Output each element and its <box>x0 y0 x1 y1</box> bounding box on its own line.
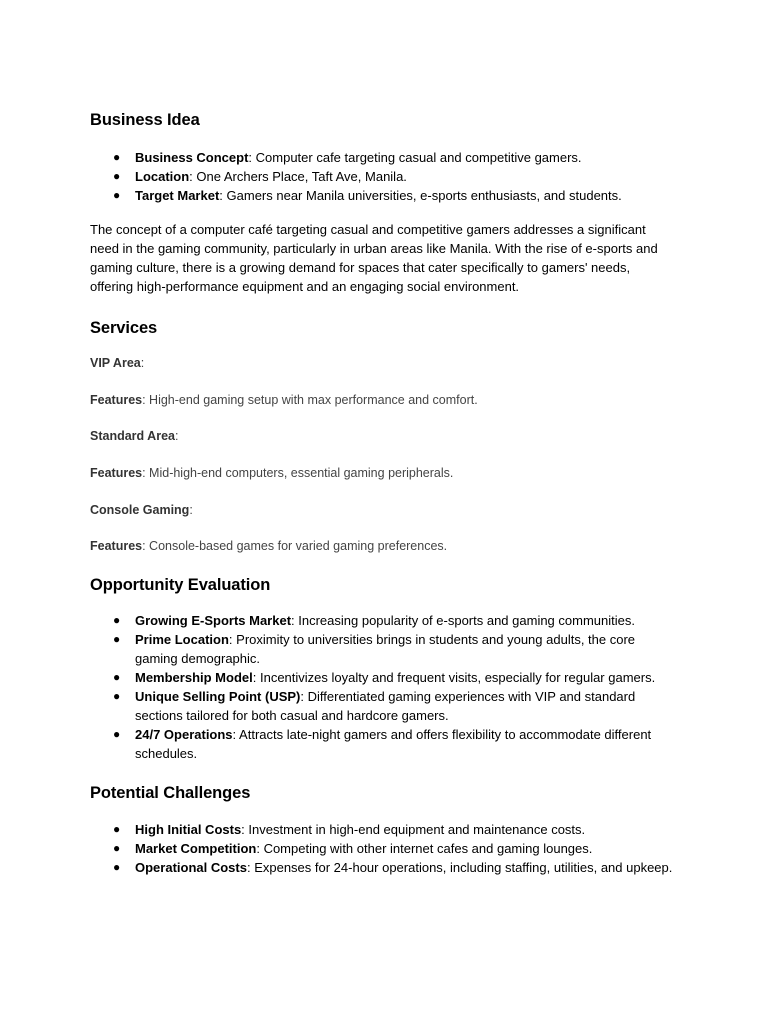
bullet-icon: ● <box>113 632 121 646</box>
list-item <box>90 858 680 877</box>
item-text: : Competing with other internet cafes and gaming lounges. <box>256 841 593 856</box>
list-item <box>90 148 680 167</box>
item-label: High Initial Costs <box>135 822 242 837</box>
item-label: 24/7 Operations <box>135 727 233 742</box>
bullet-icon: ● <box>113 169 121 183</box>
bullet-icon: ● <box>113 860 121 874</box>
document-content <box>90 106 690 877</box>
service-area-label: VIP Area <box>90 356 141 370</box>
item-text: : Gamers near Manila universities, e-sports enthusiasts, and students. <box>219 188 622 203</box>
service-area-name <box>90 501 690 519</box>
item-label: Target Market <box>135 188 220 203</box>
business-idea-paragraph: The concept of a computer café targeting casual and competitive gamers addresses a significant need in the gaming community, particularly in urban areas like Manila. With the rise of e-sports and gaming culture, there is a growing demand for spaces that cater specifically to gamers' needs, offering high-performance equipment and an engaging social environment. <box>90 222 658 294</box>
service-area-label: Standard Area <box>90 429 175 443</box>
features-text: : High-end gaming setup with max performance and comfort. <box>142 393 478 407</box>
item-label: Business Concept <box>135 150 249 165</box>
item-label: Operational Costs <box>135 860 247 875</box>
list-item <box>90 611 680 630</box>
item-label: Growing E-Sports Market <box>135 613 292 628</box>
features-label: Features <box>90 466 143 480</box>
service-area-name <box>90 427 690 445</box>
bullet-icon: ● <box>113 727 121 741</box>
section-heading-business-idea: Business Idea <box>90 111 200 129</box>
list-item <box>90 630 680 668</box>
service-area-suffix: : <box>174 429 179 443</box>
item-text: : Incentivizes loyalty and frequent visits, especially for regular gamers. <box>252 670 656 685</box>
opportunity-list <box>90 611 690 763</box>
list-item <box>90 668 680 687</box>
item-label: Location <box>135 169 190 184</box>
service-area-suffix: : <box>140 356 145 370</box>
item-text: : Attracts late-night gamers and offers flexibility to accommodate different schedules. <box>135 727 652 761</box>
features-label: Features <box>90 393 143 407</box>
features-label: Features <box>90 539 143 553</box>
item-label: Membership Model <box>135 670 253 685</box>
service-area-suffix: : <box>189 503 193 517</box>
item-text: : Differentiated gaming experiences with VIP and standard sections tailored for both casual and hardcore gamers. <box>135 689 636 723</box>
list-item <box>90 687 680 725</box>
service-area-features <box>90 537 690 555</box>
item-text: : Proximity to universities brings in students and young adults, the core gaming demographic. <box>135 632 636 666</box>
bullet-icon: ● <box>113 150 121 164</box>
list-item <box>90 839 680 858</box>
item-text: : Investment in high-end equipment and maintenance costs. <box>241 822 586 837</box>
service-area-features <box>90 464 690 482</box>
bullet-icon: ● <box>113 822 121 836</box>
section-heading-potential-challenges: Potential Challenges <box>90 784 251 802</box>
bullet-icon: ● <box>113 841 121 855</box>
item-label: Unique Selling Point (USP) <box>135 689 301 704</box>
item-text: : Increasing popularity of e-sports and gaming communities. <box>291 613 635 628</box>
features-text: : Console-based games for varied gaming preferences. <box>142 539 448 553</box>
item-text: : One Archers Place, Taft Ave, Manila. <box>189 169 407 184</box>
section-heading-services: Services <box>90 319 158 337</box>
section-heading-opportunity-evaluation: Opportunity Evaluation <box>90 576 271 594</box>
item-label: Prime Location <box>135 632 229 647</box>
list-item <box>90 167 680 186</box>
service-area-label: Console Gaming <box>90 503 190 517</box>
bullet-icon: ● <box>113 670 121 684</box>
item-label: Market Competition <box>135 841 257 856</box>
bullet-icon: ● <box>113 613 121 627</box>
service-area-features <box>90 391 690 409</box>
bullet-icon: ● <box>113 689 121 703</box>
service-area-name <box>90 354 690 372</box>
item-text: : Expenses for 24-hour operations, including staffing, utilities, and upkeep. <box>246 860 673 875</box>
list-item <box>90 186 680 205</box>
business-idea-list <box>90 148 690 205</box>
bullet-icon: ● <box>113 188 121 202</box>
list-item <box>90 725 680 763</box>
features-text: : Mid-high-end computers, essential gaming peripherals. <box>142 466 454 480</box>
challenges-list <box>90 820 690 877</box>
list-item <box>90 820 680 839</box>
item-text: : Computer cafe targeting casual and competitive gamers. <box>248 150 582 165</box>
